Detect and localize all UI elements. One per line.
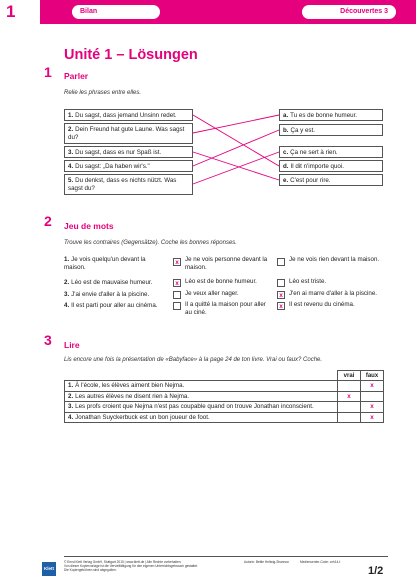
option-a-3: Je veux aller nager. xyxy=(185,290,239,297)
vrai-cell-1[interactable] xyxy=(338,381,361,392)
match-right-b: b. Ça y est. xyxy=(279,124,383,136)
footer-divider xyxy=(64,556,388,557)
footer-copyright: © Ernst Klett Verlag GmbH, Stuttgart 2015 | www.klett.de | Alle Rechte vorbehalten. Von dieser Kopiervorlage ist die Vervielfältigung für den eigenen Unterrichtsgebrauch gestattet. Die Kopiergebühren sind abgegolten. xyxy=(64,560,198,573)
checkbox-b-2[interactable] xyxy=(277,279,285,287)
page-title: Unité 1 – Lösungen xyxy=(64,47,198,63)
option-b-1: Je ne vois rien devant la maison. xyxy=(289,256,380,263)
section-2-title: Jeu de mots xyxy=(64,221,114,231)
header-page-number: 1 xyxy=(0,0,40,24)
match-line-1-d xyxy=(193,115,279,166)
option-a-1: Je ne vois personne devant la maison. xyxy=(185,256,268,272)
vrai-faux-table xyxy=(64,370,384,423)
vrai-cell-2[interactable]: x xyxy=(338,391,361,402)
match-line-5-c xyxy=(193,152,279,184)
match-left-1: 1. Du sagst, dass jemand Unsinn redet. xyxy=(64,109,193,121)
option-b-4: Il est revenu du cinéma. xyxy=(289,301,355,308)
match-line-2-a xyxy=(193,115,279,133)
option-b-2: Léo est triste. xyxy=(289,278,327,285)
match-line-4-b xyxy=(193,130,279,166)
option-a-2: Léo est de bonne humeur. xyxy=(185,278,257,285)
section-1-instruction: Relie les phrases entre elles. xyxy=(64,90,142,96)
klett-logo: Klett xyxy=(42,562,56,576)
jeu-left-1: 1. Je vois quelqu'un devant la maison. xyxy=(64,256,146,272)
section-2-instruction: Trouve les contraires (Gegensätze). Coche les bonnes réponses. xyxy=(64,240,237,246)
option-a-4: Il a quitté la maison pour aller au ciné. xyxy=(185,301,266,317)
header-bilan-label: Bilan xyxy=(72,5,160,19)
match-right-a: a. Tu es de bonne humeur. xyxy=(279,109,383,121)
option-b-3: J'en ai marre d'aller à la piscine. xyxy=(289,290,377,297)
checkbox-a-1[interactable]: x xyxy=(173,258,181,266)
match-right-c: c. Ça ne sert à rien. xyxy=(279,146,383,158)
table-row: 2. Les autres élèves ne disent rien à Nejma. x xyxy=(65,391,384,402)
section-1-number: 1 xyxy=(44,64,52,80)
section-3-instruction: Lis encore une fois la présentation de «Babyface» à la page 24 de ton livre. Vrai ou faux? Coche. xyxy=(64,357,323,363)
page-fraction: 1/2 xyxy=(368,565,384,577)
match-left-2: 2. Dein Freund hat gute Laune. Was sagst du? xyxy=(64,123,193,144)
checkbox-b-4[interactable]: x xyxy=(277,302,285,310)
faux-cell-2[interactable] xyxy=(361,391,384,402)
table-row: 1. À l'école, les élèves aiment bien Nejma. x xyxy=(65,381,384,392)
checkbox-a-3[interactable] xyxy=(173,291,181,299)
match-left-3: 3. Du sagst, dass es nur Spaß ist. xyxy=(64,146,193,158)
faux-cell-3[interactable]: x xyxy=(361,402,384,413)
match-left-4: 4. Du sagst: „Da haben wir's." xyxy=(64,160,193,172)
vrai-cell-4[interactable] xyxy=(338,412,361,423)
match-left-5: 5. Du denkst, dass es nichts nützt. Was sagst du? xyxy=(64,174,193,195)
match-right-e: e. C'est pour rire. xyxy=(279,174,383,186)
table-row: 3. Les profs croient que Nejma n'est pas coupable quand on trouve Jonathan inconscient. x xyxy=(65,402,384,413)
col-faux: faux xyxy=(361,371,384,381)
section-3-number: 3 xyxy=(44,332,52,348)
match-right-d: d. Il dit n'importe quoi. xyxy=(279,160,383,172)
section-1-title: Parler xyxy=(64,71,89,81)
footer-code: Mediencenter-Code: cxh14-t xyxy=(300,560,341,564)
header-book-label: Découvertes 3 xyxy=(302,5,396,19)
section-3-title: Lire xyxy=(64,340,80,350)
footer-authors: Autorin: Bettie Hellwig-Shannon xyxy=(244,560,290,564)
checkbox-a-2[interactable]: x xyxy=(173,279,181,287)
vrai-cell-3[interactable] xyxy=(338,402,361,413)
table-row: 4. Jonathan Suyckerbuck est un bon joueur de foot. x xyxy=(65,412,384,423)
checkbox-b-3[interactable]: x xyxy=(277,291,285,299)
col-vrai: vrai xyxy=(338,371,361,381)
jeu-left-3: 3. J'ai envie d'aller à la piscine. xyxy=(64,291,150,298)
section-2-number: 2 xyxy=(44,213,52,229)
match-line-3-e xyxy=(193,152,279,180)
faux-cell-1[interactable]: x xyxy=(361,381,384,392)
faux-cell-4[interactable]: x xyxy=(361,412,384,423)
checkbox-a-4[interactable] xyxy=(173,302,181,310)
jeu-left-2: 2. Léo est de mauvaise humeur. xyxy=(64,279,153,286)
jeu-left-4: 4. Il est parti pour aller au cinéma. xyxy=(64,302,158,309)
checkbox-b-1[interactable] xyxy=(277,258,285,266)
